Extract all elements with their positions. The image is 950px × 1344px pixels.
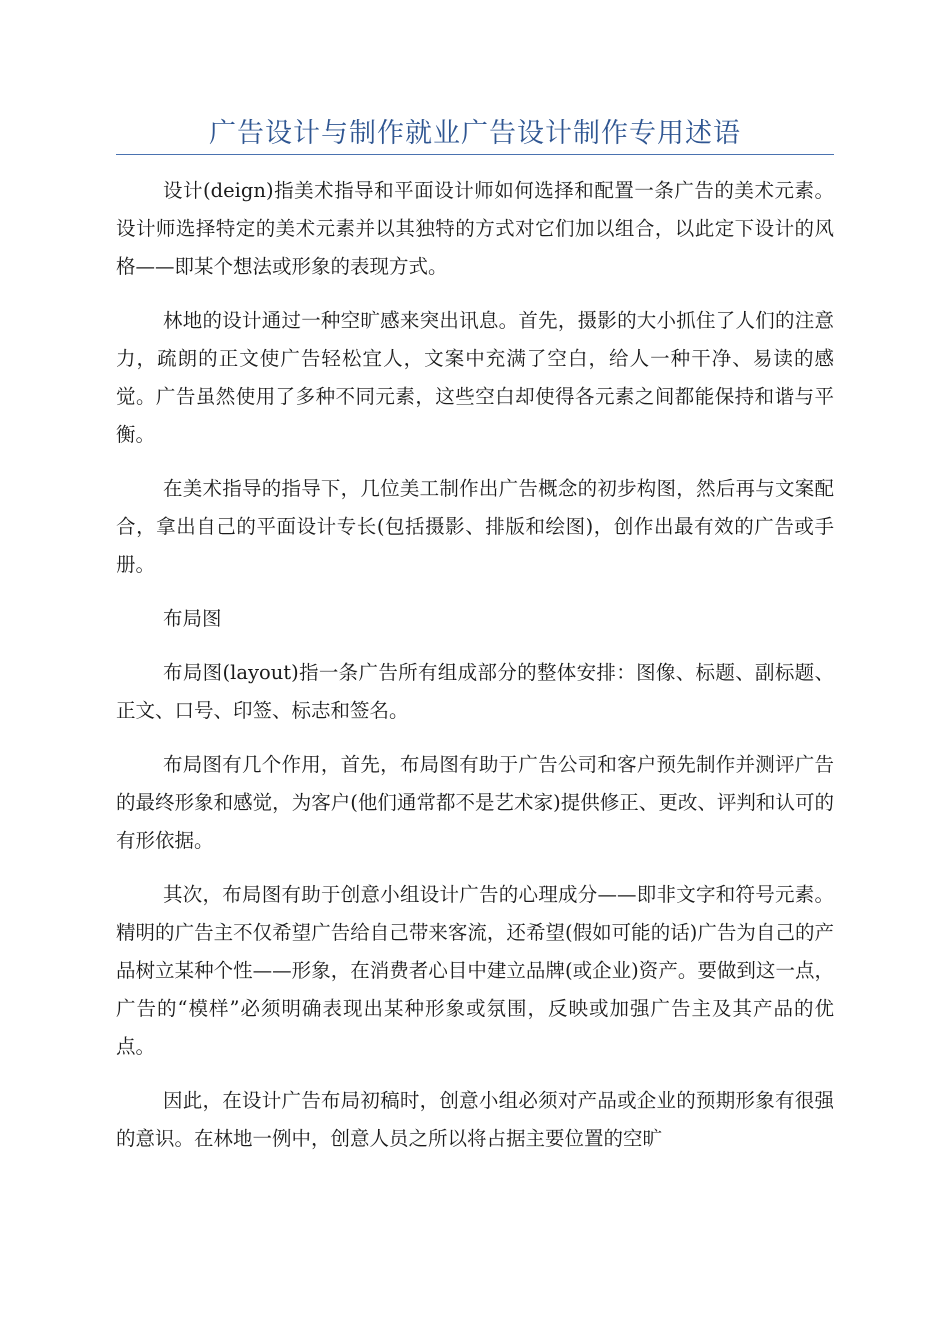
paragraph-layout-initial-draft: 因此，在设计广告布局初稿时，创意小组必须对产品或企业的预期形象有很强的意识。在林地一例中，创意人员之所以将占据主要位置的空旷	[116, 1089, 834, 1150]
paragraph-design-definition: 设计(deign)指美术指导和平面设计师如何选择和配置一条广告的美术元素。设计师选择特定的美术元素并以其独特的方式对它们加以组合，以此定下设计的风格——即某个想法或形象的表现方式。	[116, 179, 834, 278]
document-title: 广告设计与制作就业广告设计制作专用述语	[209, 118, 741, 149]
document-body	[116, 172, 834, 1174]
title-underline-rule	[116, 154, 834, 155]
paragraph-layout-purpose-first: 布局图有几个作用，首先，布局图有助于广告公司和客户预先制作并测评广告的最终形象和感觉，为客户(他们通常都不是艺术家)提供修正、更改、评判和认可的有形依据。	[116, 753, 834, 852]
paragraph-woodland-design: 林地的设计通过一种空旷感来突出讯息。首先，摄影的大小抓住了人们的注意力，疏朗的正文使广告轻松宜人，文案中充满了空白，给人一种干净、易读的感觉。广告虽然使用了多种不同元素，这些空白却使得各元素之间都能保持和谐与平衡。	[116, 309, 834, 446]
paragraph-layout-definition: 布局图(layout)指一条广告所有组成部分的整体安排：图像、标题、副标题、正文、口号、印签、标志和签名。	[116, 661, 834, 722]
section-heading-layout: 布局图	[163, 607, 222, 630]
paragraph-art-director-guidance: 在美术指导的指导下，几位美工制作出广告概念的初步构图，然后再与文案配合，拿出自己的平面设计专长(包括摄影、排版和绘图)，创作出最有效的广告或手册。	[116, 477, 834, 576]
paragraph-layout-purpose-second: 其次，布局图有助于创意小组设计广告的心理成分——即非文字和符号元素。精明的广告主不仅希望广告给自己带来客流，还希望(假如可能的话)广告为自己的产品树立某种个性——形象，在消费者心目中建立品牌(或企业)资产。要做到这一点，广告的“模样”必须明确表现出某种形象或氛围，反映或加强广告主及其产品的优点。	[116, 883, 834, 1058]
